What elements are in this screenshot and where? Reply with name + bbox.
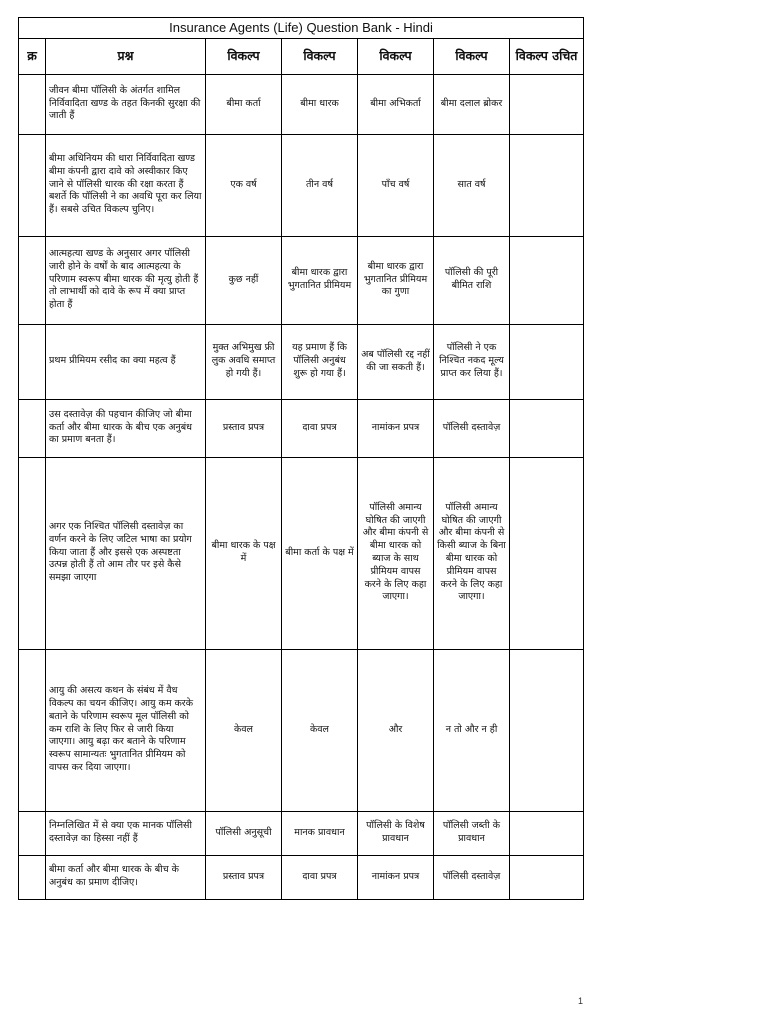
option-b: केवल [282, 649, 358, 811]
header-option-d: विकल्प [434, 38, 510, 74]
question-row [19, 649, 584, 811]
option-c: नामांकन प्रपत्र [358, 855, 434, 899]
correct-option [510, 457, 584, 649]
question-row [19, 236, 584, 324]
correct-option [510, 74, 584, 134]
option-a: मुक्त अभिमुख फ्री लुक अवधि समाप्त हो गयी हैं। [206, 324, 282, 399]
question-text: अगर एक निश्चित पॉलिसी दस्तावेज़ का वर्णन करने के लिए जटिल भाषा का प्रयोग किया जाता हैं और इससे एक अस्पष्टता उत्पन्न होती हैं तो आम तौर पर इसे कैसे समझा जाएगा [46, 457, 206, 649]
option-d: पॉलिसी ने एक निश्चित नकद मूल्य प्राप्त कर लिया हैं। [434, 324, 510, 399]
document-title: Insurance Agents (Life) Question Bank - Hindi [19, 18, 584, 39]
option-b: बीमा धारक द्वारा भुगतानित प्रीमियम [282, 236, 358, 324]
option-d: पॉलिसी की पूरी बीमित राशि [434, 236, 510, 324]
question-text: आयु की असत्य कथन के संबंध में वैध विकल्प का चयन कीजिए। आयु कम करके बताने के परिणाम स्वरूप मूल पॉलिसी को कम राशि के लिए फिर से जारी किया जाएगा। आयु बढ़ा कर बताने के परिणाम स्वरूप सामान्यतः भुगतानित प्रीमियम को वापस कर दिया जाएगा। [46, 649, 206, 811]
question-row [19, 855, 584, 899]
option-d: पॉलिसी जब्ती के प्रावधान [434, 811, 510, 855]
option-b: दावा प्रपत्र [282, 399, 358, 457]
correct-option [510, 134, 584, 236]
option-a: प्रस्ताव प्रपत्र [206, 855, 282, 899]
question-row [19, 811, 584, 855]
header-row [19, 38, 584, 74]
header-option-a: विकल्प [206, 38, 282, 74]
option-a: पॉलिसी अनुसूची [206, 811, 282, 855]
option-b: तीन वर्ष [282, 134, 358, 236]
header-question: प्रश्न [46, 38, 206, 74]
option-b: दावा प्रपत्र [282, 855, 358, 899]
question-number [19, 74, 46, 134]
option-b: मानक प्रावधान [282, 811, 358, 855]
question-text: आत्महत्या खण्ड के अनुसार अगर पॉलिसी जारी होने के वर्षों के बाद आत्महत्या के परिणाम स्वरूप बीमा धारक की मृत्यु होती हैं तो लाभार्थी को दावे के रूप में क्या प्राप्त होता हैं [46, 236, 206, 324]
option-c: अब पॉलिसी रद्द नहीं की जा सकती हैं। [358, 324, 434, 399]
question-row [19, 399, 584, 457]
question-number [19, 649, 46, 811]
question-number [19, 324, 46, 399]
option-a: केवल [206, 649, 282, 811]
question-text: उस दस्तावेज़ की पहचान कीजिए जो बीमा कर्ता और बीमा धारक के बीच एक अनुबंध का प्रमाण बनता हैं। [46, 399, 206, 457]
header-option-b: विकल्प [282, 38, 358, 74]
question-number [19, 236, 46, 324]
question-text: प्रथम प्रीमियम रसीद का क्या महत्व हैं [46, 324, 206, 399]
option-d: बीमा दलाल ब्रोकर [434, 74, 510, 134]
question-number [19, 134, 46, 236]
correct-option [510, 855, 584, 899]
option-a: बीमा धारक के पक्ष में [206, 457, 282, 649]
correct-option [510, 236, 584, 324]
page-number: 1 [578, 996, 584, 1006]
option-d: न तो और न ही [434, 649, 510, 811]
question-number [19, 399, 46, 457]
option-d: पॉलिसी दस्तावेज़ [434, 399, 510, 457]
option-c: पाँच वर्ष [358, 134, 434, 236]
option-c: और [358, 649, 434, 811]
question-row [19, 324, 584, 399]
option-a: कुछ नहीं [206, 236, 282, 324]
header-number: क्र [19, 38, 46, 74]
question-row [19, 457, 584, 649]
title-row [19, 18, 584, 39]
option-c: बीमा धारक द्वारा भुगतानित प्रीमियम का गुणा [358, 236, 434, 324]
question-bank-table [18, 17, 584, 900]
option-b: बीमा धारक [282, 74, 358, 134]
correct-option [510, 649, 584, 811]
correct-option [510, 399, 584, 457]
question-row [19, 134, 584, 236]
question-text: बीमा कर्ता और बीमा धारक के बीच के अनुबंध का प्रमाण दीजिए। [46, 855, 206, 899]
question-text: जीवन बीमा पॉलिसी के अंतर्गत शामिल निर्विवादिता खण्ड के तहत किनकी सुरक्षा की जाती हैं [46, 74, 206, 134]
option-d: पॉलिसी दस्तावेज़ [434, 855, 510, 899]
header-option-c: विकल्प [358, 38, 434, 74]
option-c: पॉलिसी के विशेष प्रावधान [358, 811, 434, 855]
option-d: सात वर्ष [434, 134, 510, 236]
question-row [19, 74, 584, 134]
question-number [19, 855, 46, 899]
option-b: यह प्रमाण हैं कि पॉलिसी अनुबंध शुरू हो गया हैं। [282, 324, 358, 399]
question-number [19, 457, 46, 649]
question-text: निम्नलिखित में से क्या एक मानक पॉलिसी दस्तावेज़ का हिस्सा नहीं हैं [46, 811, 206, 855]
header-correct-option: विकल्प उचित [510, 38, 584, 74]
question-text: बीमा अधिनियम की धारा निर्विवादिता खण्ड बीमा कंपनी द्वारा दावे को अस्वीकार किए जाने से पॉलिसी धारक की रक्षा करता हैं बशर्ते कि पॉलिसी ने का अवधि पूरा कर लिया हैं। सबसे उचित विकल्प चुनिए। [46, 134, 206, 236]
option-d: पॉलिसी अमान्य घोषित की जाएगी और बीमा कंपनी से किसी ब्याज के बिना बीमा धारक को प्रीमियम वापस करने के लिए कहा जाएगा। [434, 457, 510, 649]
question-number [19, 811, 46, 855]
option-a: बीमा कर्ता [206, 74, 282, 134]
option-a: प्रस्ताव प्रपत्र [206, 399, 282, 457]
option-a: एक वर्ष [206, 134, 282, 236]
option-c: नामांकन प्रपत्र [358, 399, 434, 457]
option-b: बीमा कर्ता के पक्ष में [282, 457, 358, 649]
option-c: बीमा अभिकर्ता [358, 74, 434, 134]
correct-option [510, 811, 584, 855]
correct-option [510, 324, 584, 399]
option-c: पॉलिसी अमान्य घोषित की जाएगी और बीमा कंपनी से बीमा धारक को ब्याज के साथ प्रीमियम वापस करने के लिए कहा जाएगा। [358, 457, 434, 649]
